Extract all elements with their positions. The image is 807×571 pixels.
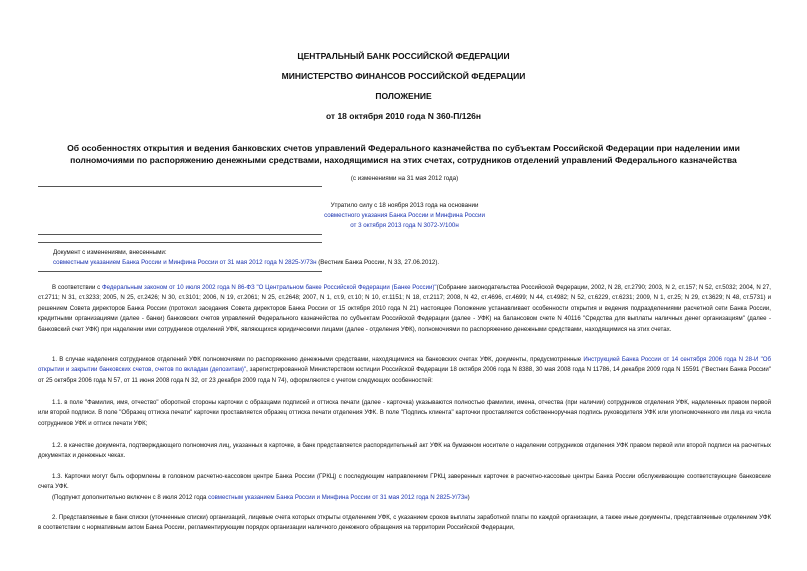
expired-line: Утратило силу с 18 ноября 2013 года на основании (330, 202, 479, 209)
amendments-block (53, 248, 771, 268)
item-2-paragraph: 2. Представляемые в банк списки (уточненные списки) организаций, лицевые счета которых открыты отделением УФК, с указанием сроков выплаты заработной платы по каждой организации, а также иные документы, представляемые отделением УФК в соответствии с нормативным актом Банка России, регламентирующим порядок организации наличного денежного обращения на территории Российской Федерации, (38, 514, 771, 532)
preamble-paragraph: В соответствии с Федеральным законом от 10 июля 2002 года N 86-ФЗ "О Центральном банке Российской Федерации (Банке России)"(Собрание законодательства Российской Федерации, 2002, N 28, ст.2790; 2003, N 2, ст.157; N 52, ст.5032; 2004, N 27, ст.2711; N 31, ст.3233; 2005, N 25, ст.2426; N 30, ст.3101; 2006, N 19, ст.2061; N 25, ст.2648; 2007, N 1, ст.9, ст.10; N 10, ст.1151; N 18, ст.2117; 2008, N 42, ст.4696, ст.4699; N 44, ст.4982; N 52, ст.6229, ст.6231; 2009, N 1, ст.25; N 29, ст.3629; N 48, ст.5731) и решением Совета директоров Банка России (протокол заседания Совета директоров Банка России от 15 октября 2010 года N 21) настоящее Положение устанавливает особенности открытия и ведения подразделениями расчетной сети Банка России, кредитными организациями (далее - банки) банковских счетов управлений Федерального казначейства по субъектам Российской Федерации (далее - УФК) на балансовом счете N 40116 "Средства для выплаты наличных денег организациям" (далее - банковский счет УФК) при наделении ими сотрудников отделений УФК, являющихся юридическими лицами (далее - отделения УФК), полномочиями по распоряжению денежными средствами, находящимися на этих счетах. (38, 284, 771, 333)
amendment-link[interactable]: совместным указанием Банка России и Минфина России от 31 мая 2012 года N 2825-У/73н (53, 259, 317, 266)
divider (38, 271, 322, 272)
amendment-source: (Вестник Банка России, N 33, 27.06.2012). (316, 259, 440, 266)
instruction-link[interactable]: Инструкцией Банка России от 14 сентября 2006 года N 28-И "Об открытии и закрытии банковских счетов, счетов по вкладам (депозитам)" (38, 356, 771, 374)
divider (38, 234, 322, 235)
expired-note (38, 201, 771, 231)
expired-basis-link[interactable]: совместного указания Банка России и Минфина России (324, 212, 485, 219)
revision-note: (с изменениями на 31 мая 2012 года) (350, 175, 459, 182)
amendment-note-link[interactable]: совместным указанием Банка России и Минфина России от 31 мая 2012 года N 2825-У/73н (208, 494, 468, 501)
divider (38, 242, 322, 243)
item-1-3-note: (Подпункт дополнительно включен с 8 июля 2012 года совместным указанием Банка России и Минфина России от 31 мая 2012 года N 2825-У/73н) (52, 494, 470, 501)
divider (38, 186, 322, 187)
item-1-1-paragraph: 1.1. в поле "Фамилия, имя, отчество" оборотной стороны карточки с образцами подписей и оттиска печати (далее - карточка) указываются полностью фамилии, имена, отчества (при наличии) сотрудников отделения УФК, наделенных правом первой или второй подписи. В поле "Образец оттиска печати" карточки проставляется образец оттиска печати отделения УФК. В поле "Подпись клиента" карточки проставляется собственноручная подпись руководителя УФК или уполномоченного им лица из числа сотрудников УФК и оттиск печати УФК; (38, 399, 771, 427)
amendments-intro: Документ с изменениями, внесенными: (53, 249, 167, 256)
item-1-paragraph: 1. В случае наделения сотрудников отделений УФК полномочиями по распоряжению денежными средствами, находящимися на банковских счетах УФК, документы, предусмотренные Инструкцией Банка России от 14 сентября 2006 года N 28-И "Об открытии и закрытии банковских счетов, счетов по вкладам (депозитам)", зарегистрированной Министерством юстиции Российской Федерации 18 октября 2006 года N 8388, 30 мая 2008 года N 11786, 14 декабря 2009 года N 15591 ("Вестник Банка России" от 25 октября 2006 года N 57, от 11 июня 2008 года N 32, от 23 декабря 2009 года N 74), оформляются с учетом следующих особенностей: (38, 356, 771, 384)
federal-law-link[interactable]: Федеральным законом от 10 июля 2002 года N 86-ФЗ "О Центральном банке Российской Федерации (Банке России)" (101, 284, 437, 291)
document-date-number: от 18 октября 2010 года N 360-П/126н (325, 111, 482, 121)
item-1-3-paragraph: 1.3. Карточки могут быть оформлены в головном расчетно-кассовом центре Банка России (ГРКЦ) с последующим направлением ГРКЦ заверенных карточек в расчетно-кассовые центры Банка России обслуживающие соответствующие банковские счета УФК. (38, 473, 771, 491)
expired-basis-link-date[interactable]: от 3 октября 2013 года N 3072-У/100н (350, 222, 459, 229)
issuer-bank: ЦЕНТРАЛЬНЫЙ БАНК РОССИЙСКОЙ ФЕДЕРАЦИИ (297, 51, 510, 61)
document-title: Об особенностях открытия и ведения банковских счетов управлений Федерального казначейства по субъектам Российской Федерации при наделении ими полномочиями по распоряжению денежными средствами, находящимися на этих счетах, сотрудников отделений управлений Федерального казначейства (67, 143, 740, 165)
document-type: ПОЛОЖЕНИЕ (375, 91, 432, 101)
item-1-2-paragraph: 1.2. в качестве документа, подтверждающего полномочия лиц, указанных в карточке, в банк представляется распорядительный акт УФК на бумажном носителе о наделении сотрудников отделения УФК правом первой или второй подписи на расчетных документах и денежных чеках. (38, 442, 771, 460)
issuer-ministry: МИНИСТЕРСТВО ФИНАНСОВ РОССИЙСКОЙ ФЕДЕРАЦИИ (281, 71, 526, 81)
